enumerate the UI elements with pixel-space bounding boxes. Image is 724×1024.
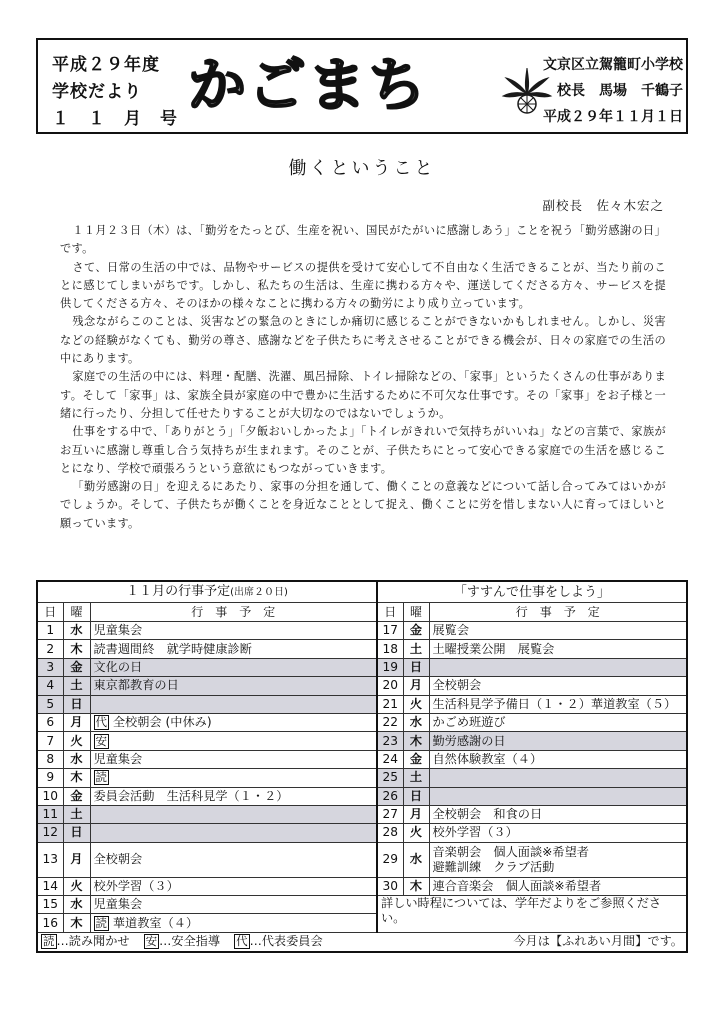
- schedule-row: [37, 750, 687, 768]
- schedule-row: [37, 877, 687, 895]
- event-text: (中休み): [165, 715, 212, 730]
- weekday-cell: 火: [63, 732, 90, 750]
- schedule-title-row: [37, 581, 687, 603]
- event-schedule-table: [36, 580, 688, 953]
- event-text: 音楽朝会 個人面談※希望者: [432, 844, 589, 859]
- event-text: 校外学習（３）: [93, 878, 179, 893]
- col-header-event: 行 事 予 定: [90, 603, 377, 622]
- legend-text: …読み聞かせ: [56, 934, 130, 949]
- article-paragraph: 「勤労感謝の日」を迎えるにあたり、家事の分担を通して、働くことの意義などについて話し合ってみてはいかがでしょうか。そして、子供たちが働くことを身近なこととして捉え、働くことに労を惜しまない人に育ってほしいと願っています。: [60, 480, 666, 530]
- event-text: 児童集会: [93, 897, 143, 912]
- schedule-row: [37, 805, 687, 823]
- event-tag-badge: 安: [95, 733, 107, 748]
- day-cell: 27: [377, 805, 403, 823]
- issue-month: １ １ 月 号: [52, 109, 178, 129]
- school-info: [543, 52, 683, 130]
- weekday-cell: 木: [63, 914, 90, 932]
- newsletter-type: 学校だより: [52, 82, 142, 102]
- event-cell: [90, 914, 377, 932]
- event-cell: [90, 713, 377, 731]
- event-cell: [90, 750, 377, 768]
- event-cell: [90, 787, 377, 805]
- day-cell: 16: [37, 914, 63, 932]
- event-cell: [429, 877, 687, 895]
- event-cell: [90, 622, 377, 640]
- weekday-cell: 木: [403, 732, 429, 750]
- weekday-cell: 土: [63, 677, 90, 695]
- schedule-row: [37, 896, 687, 914]
- principal-name: 校長 馬場 千鶴子: [557, 83, 683, 99]
- article-paragraph: 残念ながらこのことは、災害などの緊急のときにしか痛切に感じることができないかもしれません。しかし、災害などの経験がなくても、勤労の尊さ、感謝などを子供たちに考えさせることができる機会が、日々の家庭での生活の中にあります。: [60, 315, 666, 366]
- legend-text: …安全指導: [159, 934, 221, 949]
- day-cell: 30: [377, 877, 403, 895]
- weekday-cell: 土: [403, 769, 429, 787]
- weekday-cell: 金: [403, 622, 429, 640]
- schedule-row: [37, 769, 687, 787]
- schedule-title-text: １１月の行事予定: [126, 584, 231, 599]
- weekday-cell: 火: [63, 877, 90, 895]
- col-header-day: 日: [377, 603, 403, 622]
- event-cell: [429, 713, 687, 731]
- day-cell: 29: [377, 842, 403, 877]
- event-cell: [90, 842, 377, 877]
- event-cell: [429, 824, 687, 842]
- event-cell: [429, 842, 687, 877]
- event-cell: [90, 824, 377, 842]
- day-cell: 18: [377, 640, 403, 658]
- event-cell: [429, 622, 687, 640]
- day-cell: 23: [377, 732, 403, 750]
- event-text: 自然体験教室（４）: [432, 751, 543, 766]
- schedule-row: [37, 658, 687, 676]
- legend-tag-badge: 読: [43, 934, 55, 949]
- event-text: 避難訓練 クラブ活動: [432, 859, 555, 874]
- event-text: 全校朝会 和食の日: [432, 807, 543, 822]
- weekday-cell: 月: [403, 805, 429, 823]
- event-text: 全校朝会: [93, 852, 143, 867]
- schedule-row: [37, 622, 687, 640]
- day-cell: 14: [37, 877, 63, 895]
- right-schedule-title: 「すすんで仕事をしよう」: [377, 581, 687, 603]
- left-schedule-title: [37, 581, 377, 603]
- weekday-cell: 木: [403, 877, 429, 895]
- weekday-cell: 水: [63, 750, 90, 768]
- col-header-day: 日: [37, 603, 63, 622]
- legend-row: [37, 932, 687, 952]
- weekday-cell: 火: [403, 824, 429, 842]
- schedule-row: [37, 695, 687, 713]
- weekday-cell: 水: [63, 622, 90, 640]
- article-paragraph: さて、日常の生活の中では、品物やサービスの提供を受けて安心して不自由なく生活できることが、当たり前のことに感じてしまいがちです。しかし、私たちの生活は、生産に携わる方々や、運送してくださる方々、サービスを提供してくださる方々、そのほかの様々なことに携わる方々の勤労により成り立っています。: [60, 260, 666, 311]
- day-cell: 17: [377, 622, 403, 640]
- day-cell: 5: [37, 695, 63, 713]
- event-text: 華道教室（４）: [112, 915, 199, 930]
- event-cell: [90, 640, 377, 658]
- event-tag-badge: 読: [95, 915, 107, 930]
- event-text: 勤労感謝の日: [432, 733, 506, 748]
- day-cell: 2: [37, 640, 63, 658]
- day-cell: 15: [37, 896, 63, 914]
- event-text: 児童集会: [93, 751, 143, 766]
- event-text: 委員会活動 生活科見学（１・２）: [93, 788, 289, 803]
- event-text: かごめ班遊び: [432, 715, 506, 730]
- issue-date: 平成２９年１１月１日: [543, 109, 683, 125]
- day-cell: 3: [37, 658, 63, 676]
- article-paragraph: １１月２３日（木）は、「勤労をたっとび、生産を祝い、国民がたがいに感謝しあう」ことを祝う「勤労感謝の日」です。: [60, 224, 666, 256]
- event-text: 文化の日: [93, 659, 143, 674]
- weekday-cell: 土: [63, 805, 90, 823]
- schedule-row: [37, 732, 687, 750]
- legend-cell: [37, 932, 377, 952]
- event-cell: [429, 769, 687, 787]
- schedule-row: [37, 640, 687, 658]
- schedule-row: [37, 787, 687, 805]
- schedule-note: 詳しい時程については、学年だよりをご参照ください。: [377, 896, 687, 933]
- event-cell: [90, 658, 377, 676]
- event-cell: [90, 896, 377, 914]
- event-tag-badge: 代: [95, 715, 107, 730]
- day-cell: 24: [377, 750, 403, 768]
- event-text: 児童集会: [93, 623, 143, 638]
- article-paragraph: 仕事をする中で、「ありがとう」「夕飯おいしかったよ」「トイレがきれいで気持ちがいいね」などの言葉で、家族がお互いに感謝し尊重し合う気持ちが生まれます。そのことが、子供たちにとって安心できる家庭での生活を感じることになり、学校で頑張ろうという意欲にもつながっていきます。: [60, 425, 666, 475]
- day-cell: 21: [377, 695, 403, 713]
- weekday-cell: 水: [403, 842, 429, 877]
- weekday-cell: 金: [63, 787, 90, 805]
- day-cell: 13: [37, 842, 63, 877]
- event-text: 展覧会: [432, 623, 470, 638]
- event-cell: [90, 732, 377, 750]
- event-cell: [90, 677, 377, 695]
- col-header-weekday: 曜: [63, 603, 90, 622]
- event-text: 全校朝会: [112, 715, 162, 730]
- issue-info: [52, 52, 182, 133]
- weekday-cell: 日: [403, 787, 429, 805]
- school-name: 文京区立駕籠町小学校: [543, 57, 683, 73]
- event-text: 土曜授業公開 展覧会: [432, 641, 555, 656]
- event-cell: [429, 805, 687, 823]
- weekday-cell: 木: [63, 640, 90, 658]
- event-text: 読書週間終 就学時健康診断: [93, 641, 252, 656]
- weekday-cell: 火: [403, 695, 429, 713]
- day-cell: 12: [37, 824, 63, 842]
- event-cell: [429, 750, 687, 768]
- day-cell: 8: [37, 750, 63, 768]
- day-cell: 6: [37, 713, 63, 731]
- schedule-row: [37, 842, 687, 877]
- attendance-note: (出席２０日): [230, 587, 288, 598]
- newsletter-header: [36, 38, 688, 134]
- event-cell: [90, 769, 377, 787]
- weekday-cell: 月: [63, 713, 90, 731]
- col-header-weekday: 曜: [403, 603, 429, 622]
- event-text: 全校朝会: [432, 678, 482, 693]
- event-cell: [429, 787, 687, 805]
- fiscal-year: 平成２９年度: [52, 55, 160, 75]
- schedule-row: [37, 677, 687, 695]
- event-cell: [429, 658, 687, 676]
- legend-tag-badge: 代: [236, 934, 248, 949]
- article-paragraph: 家庭での生活の中には、料理・配膳、洗濯、風呂掃除、トイレ掃除などの、「家事」というたくさんの仕事があります。そして「家事」は、家族全員が家庭の中で豊かに生活するために不可欠な仕事です。その「家事」をお子様と一緒に行ったり、分担して任せたりすることが大切なのではないでしょうか。: [60, 370, 666, 420]
- schedule-row: [37, 824, 687, 842]
- legend-text: …代表委員会: [249, 934, 323, 949]
- weekday-cell: 金: [403, 750, 429, 768]
- event-text: 生活科見学予備日（１・２）華道教室（５）: [432, 696, 677, 711]
- legend-tag-badge: 安: [145, 934, 158, 949]
- event-text: 連合音楽会 個人面談※希望者: [432, 878, 602, 893]
- event-text: 校外学習（３）: [432, 825, 518, 840]
- article-body: [60, 222, 666, 533]
- day-cell: 11: [37, 805, 63, 823]
- weekday-cell: 日: [63, 695, 90, 713]
- day-cell: 1: [37, 622, 63, 640]
- weekday-cell: 土: [403, 640, 429, 658]
- day-cell: 20: [377, 677, 403, 695]
- event-cell: [429, 640, 687, 658]
- weekday-cell: 木: [63, 769, 90, 787]
- article-author: 副校長 佐々木宏之: [542, 198, 664, 213]
- day-cell: 25: [377, 769, 403, 787]
- weekday-cell: 日: [403, 658, 429, 676]
- article-title: 働くということ: [288, 158, 436, 179]
- day-cell: 28: [377, 824, 403, 842]
- col-header-event: 行 事 予 定: [429, 603, 687, 622]
- day-cell: 4: [37, 677, 63, 695]
- weekday-cell: 月: [63, 842, 90, 877]
- day-cell: 26: [377, 787, 403, 805]
- day-cell: 19: [377, 658, 403, 676]
- day-cell: 10: [37, 787, 63, 805]
- column-header-row: [37, 603, 687, 622]
- event-cell: [90, 695, 377, 713]
- day-cell: 22: [377, 713, 403, 731]
- event-cell: [429, 677, 687, 695]
- day-cell: 9: [37, 769, 63, 787]
- schedule-row: [37, 713, 687, 731]
- event-cell: [429, 695, 687, 713]
- month-note-cell: 今月は【ふれあい月間】です。: [377, 932, 687, 952]
- weekday-cell: 日: [63, 824, 90, 842]
- weekday-cell: 水: [63, 896, 90, 914]
- event-cell: [90, 877, 377, 895]
- event-tag-badge: 読: [95, 770, 107, 785]
- weekday-cell: 水: [403, 713, 429, 731]
- event-cell: [429, 732, 687, 750]
- newsletter-title: かごまち: [188, 51, 429, 119]
- event-cell: [90, 805, 377, 823]
- weekday-cell: 月: [403, 677, 429, 695]
- event-text: 東京都教育の日: [93, 678, 179, 693]
- day-cell: 7: [37, 732, 63, 750]
- weekday-cell: 金: [63, 658, 90, 676]
